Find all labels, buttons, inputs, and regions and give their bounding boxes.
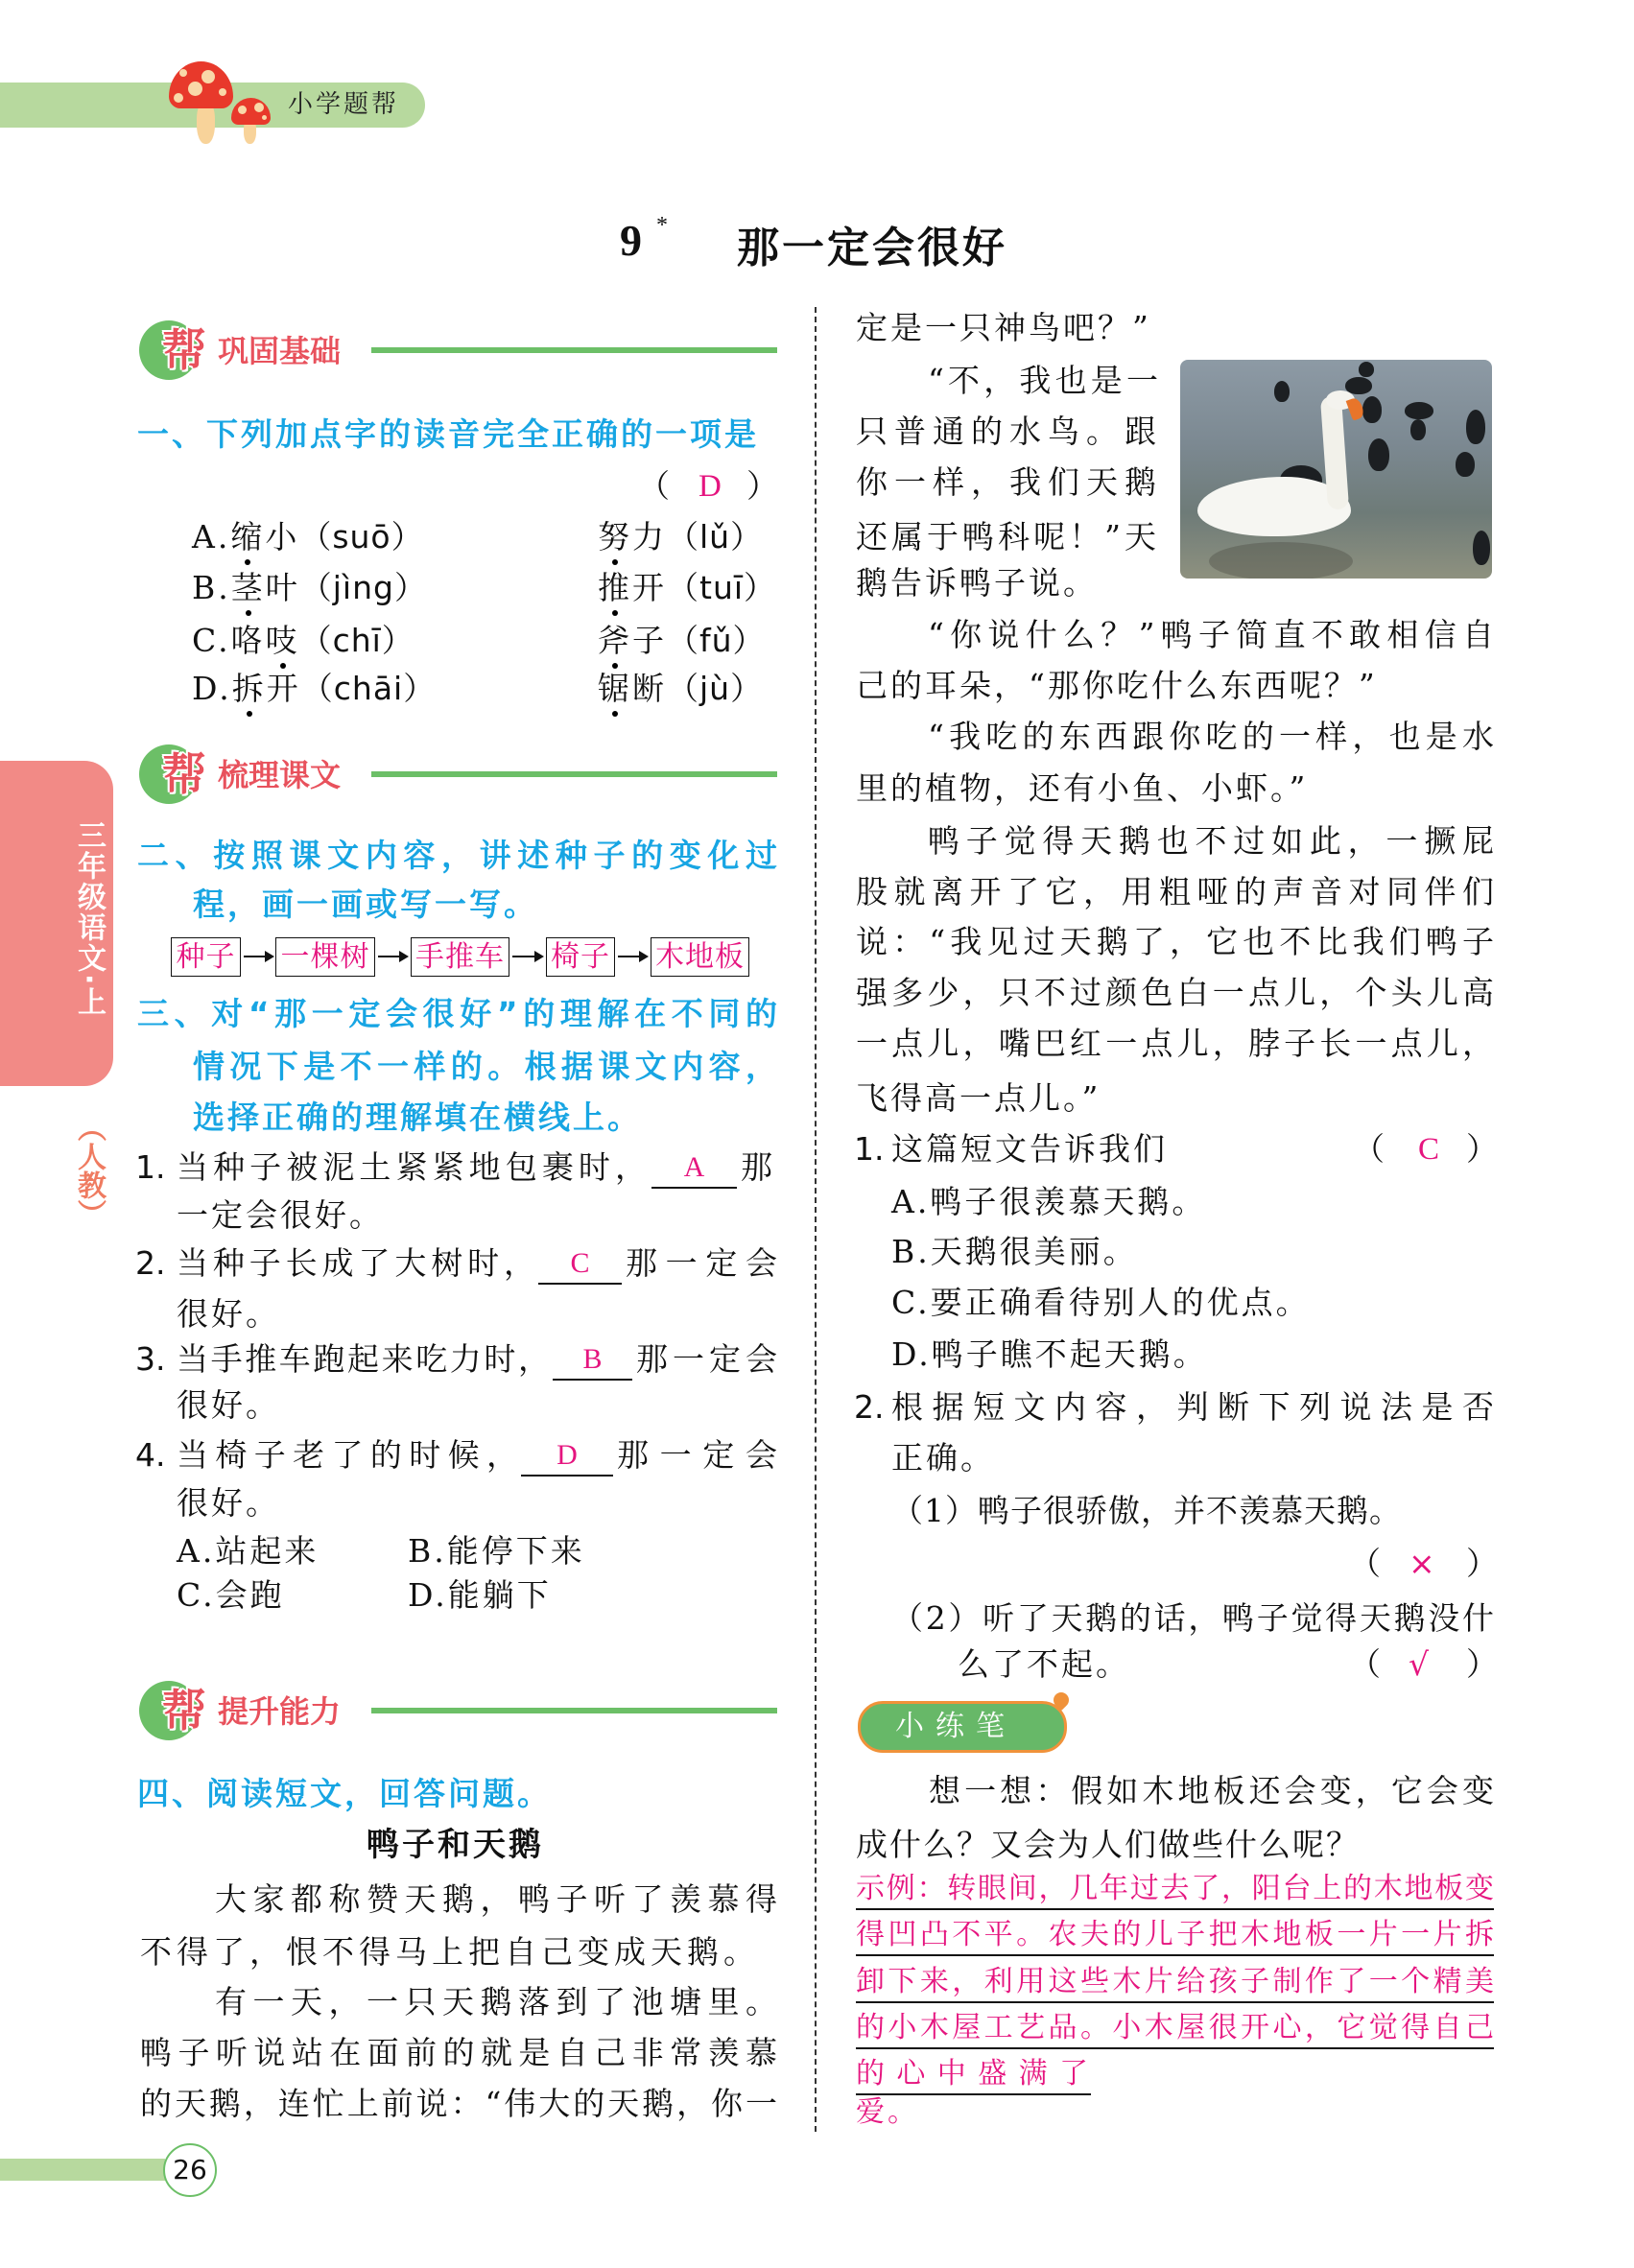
- section-rule: [371, 1708, 777, 1713]
- passage-line: 里的植物，还有小鱼、小虾。”: [856, 769, 1309, 807]
- option-label: C.: [891, 1284, 931, 1321]
- practice-badge: 小练笔: [858, 1701, 1067, 1753]
- dotted-char: 斧: [598, 622, 632, 659]
- arrow-right-icon: [618, 956, 647, 957]
- passage-line: 只普通的水鸟。跟: [856, 413, 1156, 450]
- passage-line: “不，我也是一: [928, 362, 1158, 399]
- pinyin: （fǔ）: [667, 622, 766, 659]
- section-label: 巩固基础: [218, 333, 342, 369]
- q1-paren-open: （: [638, 467, 673, 505]
- q2-prompt-line-1: 二、按照课文内容，讲述种子的变化过: [137, 837, 777, 874]
- arrow-right-icon: [244, 956, 272, 957]
- choice-text: 站起来: [215, 1532, 320, 1570]
- section-badge: 帮: [162, 324, 206, 376]
- q3-item-4-cont: 很好。: [177, 1484, 280, 1522]
- section-header-improve: [137, 1681, 777, 1740]
- passage-line: “我吃的东西跟你吃的一样，也是水: [928, 718, 1494, 755]
- rq2-s1-paren-close: ）: [1466, 1545, 1501, 1582]
- pinyin: （jìng）: [299, 569, 427, 606]
- q3-item-4-number: 4.: [135, 1436, 166, 1474]
- passage-line: 还属于鸭科呢！”天: [856, 518, 1156, 555]
- practice-prompt-line-1: 想一想：假如木地板还会变，它会变: [929, 1772, 1494, 1809]
- choice-label: C.: [177, 1576, 216, 1614]
- option-text: 鸭子很羡慕天鹅。: [930, 1183, 1207, 1220]
- q3-choice-d: [408, 1574, 552, 1617]
- q1-option-a-right: [598, 516, 763, 558]
- q3-item-2-number: 2.: [135, 1244, 166, 1282]
- pinyin: （jù）: [667, 670, 764, 707]
- q3-prompt-line-1: 三、对“那一定会很好”的理解在不同的: [137, 995, 777, 1032]
- section-rule: [371, 771, 777, 777]
- passage-line: 有一天，一只天鹅落到了池塘里。: [215, 1983, 777, 2020]
- q3-item-2-after: 那一定会: [626, 1244, 777, 1282]
- rq1-answer: C: [1418, 1132, 1443, 1167]
- choice-text: 会跑: [215, 1576, 285, 1614]
- rq2-text-line-2: 正确。: [891, 1439, 995, 1477]
- q1-option-c: [192, 620, 414, 662]
- arrow-right-icon: [378, 956, 407, 957]
- q3-item-3-cont: 很好。: [177, 1386, 280, 1424]
- q3-item-1-text: 当种子被泥土紧紧地包裹时，: [177, 1148, 647, 1186]
- passage-line: 一点儿，嘴巴红一点儿，脖子长一点儿，: [856, 1025, 1494, 1062]
- choice-text: 能躺下: [447, 1576, 552, 1614]
- q3-item-4-blank: D: [521, 1434, 613, 1477]
- option-text: 要正确看待别人的优点。: [930, 1284, 1311, 1321]
- choice-label: D.: [408, 1576, 448, 1614]
- q3-item-1-cont: 一定会很好。: [177, 1196, 384, 1234]
- option-label: A.: [192, 518, 231, 555]
- practice-answer-line: 的小木屋工艺品。小木屋很开心，它觉得自己: [856, 2009, 1494, 2049]
- flow-box-chair: 椅子: [546, 937, 615, 977]
- section-badge: 帮: [162, 1685, 206, 1736]
- section-header-organize: [137, 744, 777, 804]
- flow-box-floorboard: 木地板: [651, 937, 749, 977]
- passage-line: 强多少，只不过颜色白一点儿，个头儿高: [856, 974, 1494, 1011]
- q3-item-1-number: 1.: [135, 1148, 166, 1186]
- passage-line: 鸭子听说站在面前的就是自己非常羡慕: [140, 2034, 777, 2071]
- rq1-option-a: [891, 1181, 1206, 1223]
- rq2-statement-2-line-1: （2）听了天鹅的话，鸭子觉得天鹅没什: [891, 1599, 1494, 1637]
- rq2-s1-paren-open: （: [1349, 1545, 1384, 1582]
- q1-option-c-right: [598, 620, 766, 662]
- section-rule: [371, 347, 777, 353]
- dotted-char: 茎: [230, 569, 266, 606]
- q3-item-3-text: 当手推车跑起来吃力时，: [177, 1340, 550, 1378]
- passage-line: 不得了，恨不得马上把自己变成天鹅。: [140, 1933, 760, 1971]
- q2-prompt-line-2: 程，画一画或写一写。: [193, 886, 538, 923]
- q1-option-d: [192, 668, 436, 710]
- q1-option-b: [192, 567, 427, 609]
- rq1-option-d: [891, 1334, 1208, 1376]
- option-word-rest: 子: [632, 622, 667, 659]
- column-divider: [815, 307, 817, 2132]
- q3-item-1-blank: A: [651, 1146, 737, 1189]
- q3-item-1-after: 那: [741, 1148, 775, 1186]
- pinyin: （chāi）: [300, 670, 437, 707]
- q3-item-3-after: 那一定会: [636, 1340, 777, 1378]
- lesson-mark: *: [656, 213, 668, 238]
- q3-item-3-blank: B: [553, 1338, 632, 1381]
- option-label: B.: [192, 569, 231, 606]
- passage-line: “你说什么？”鸭子简直不敢相信自: [928, 616, 1494, 653]
- option-word-rest: 开: [632, 569, 667, 606]
- option-label: C.: [192, 622, 231, 659]
- grade-label: 三年级语文·上: [72, 820, 106, 1018]
- dotted-char: 缩: [230, 518, 266, 555]
- q1-answer: D: [699, 469, 724, 504]
- option-word-pre: 咯: [230, 622, 266, 659]
- q1-option-b-right: [598, 567, 776, 609]
- edition-label: （人教）: [72, 1113, 106, 1228]
- section-header-consolidate: [137, 320, 777, 380]
- rq1-paren-close: ）: [1466, 1130, 1501, 1168]
- passage-line: 的天鹅，连忙上前说：“伟大的天鹅，你一: [140, 2085, 777, 2122]
- passage-title: 鸭子和天鹅: [367, 1826, 544, 1864]
- practice-prompt-line-2: 成什么？又会为人们做些什么呢？: [856, 1826, 1360, 1863]
- q3-choice-c: [177, 1574, 285, 1617]
- option-word-rest: 断: [632, 670, 667, 707]
- option-word-rest: 小: [265, 518, 300, 555]
- q3-choice-a: [177, 1530, 319, 1572]
- dotted-char: 拆: [231, 670, 267, 707]
- option-word-rest: 叶: [265, 569, 300, 606]
- passage-line: 己的耳朵，“那你吃什么东西呢？”: [856, 667, 1378, 704]
- dotted-char: 吱: [265, 622, 300, 659]
- swan-photo: [1180, 360, 1492, 579]
- passage-line: 你一样，我们天鹅: [856, 463, 1156, 501]
- dotted-char: 推: [598, 569, 632, 606]
- choice-text: 能停下来: [446, 1532, 585, 1570]
- passage-line: 说：“我见过天鹅了，它也不比我们鸭子: [856, 923, 1494, 960]
- practice-answer-line: 的心中盛满了爱。: [856, 2057, 1091, 2129]
- rq2-number: 2.: [854, 1388, 885, 1426]
- lesson-number: 9: [620, 216, 642, 265]
- q1-paren-close: ）: [746, 467, 781, 505]
- q3-choice-b: [408, 1530, 585, 1572]
- option-label: A.: [891, 1183, 931, 1220]
- q3-item-3-number: 3.: [135, 1340, 166, 1378]
- passage-line: 股就离开了它，用粗哑的声音对同伴们: [856, 873, 1494, 910]
- choice-label: B.: [408, 1532, 447, 1570]
- option-text: 天鹅很美丽。: [930, 1233, 1138, 1270]
- pinyin: （tuī）: [667, 569, 777, 606]
- option-word-rest: 开: [266, 670, 301, 707]
- pinyin: （suō）: [299, 518, 424, 555]
- flow-box-seed: 种子: [171, 937, 241, 977]
- rq2-text-line-1: 根据短文内容，判断下列说法是否: [891, 1388, 1494, 1426]
- flow-box-wheelbarrow: 手推车: [411, 937, 509, 977]
- rq1-option-c: [891, 1282, 1311, 1324]
- practice-answer-line: 得凹凸不平。农夫的儿子把木地板一片一片拆: [856, 1916, 1494, 1956]
- check-mark-icon: √: [1409, 1645, 1433, 1683]
- pinyin: （lǔ）: [667, 518, 764, 555]
- dotted-char: 锯: [598, 670, 632, 707]
- practice-answer-line: 示例：转眼间，几年过去了，阳台上的木地板变: [856, 1870, 1494, 1910]
- q3-item-2-blank: C: [538, 1242, 622, 1285]
- cross-mark-icon: ×: [1409, 1545, 1438, 1582]
- brand-name: 小学题帮: [288, 90, 400, 119]
- passage-line: 鹅告诉鸭子说。: [856, 564, 1098, 602]
- arrow-right-icon: [512, 956, 542, 957]
- footer-bar: [0, 2159, 165, 2181]
- option-label: B.: [891, 1233, 931, 1270]
- section-badge: 帮: [162, 748, 206, 800]
- q3-item-4-text: 当椅子老了的时候，: [177, 1436, 518, 1474]
- q1-option-a: [192, 516, 424, 558]
- practice-answer-line: 卸下来，利用这些木片给孩子制作了一个精美: [856, 1963, 1494, 2003]
- rq2-s2-paren-open: （: [1349, 1645, 1384, 1683]
- dotted-char: 努: [598, 518, 632, 555]
- rq2-statement-1: （1）鸭子很骄傲，并不羡慕天鹅。: [891, 1492, 1402, 1529]
- q3-item-4-after: 那一定会: [617, 1436, 777, 1474]
- q3-item-2-cont: 很好。: [177, 1295, 280, 1333]
- rq1-option-b: [891, 1231, 1138, 1273]
- option-text: 鸭子瞧不起天鹅。: [931, 1335, 1208, 1373]
- q3-prompt-line-3: 选择正确的理解填在横线上。: [193, 1099, 642, 1136]
- option-word-rest: 力: [632, 518, 667, 555]
- rq1-number: 1.: [854, 1130, 885, 1168]
- passage-line: 大家都称赞天鹅，鸭子听了羡慕得: [215, 1880, 777, 1918]
- passage-line: 飞得高一点儿。”: [856, 1079, 1101, 1117]
- option-label: D.: [192, 670, 232, 707]
- q1-prompt: 一、下列加点字的读音完全正确的一项是: [137, 415, 759, 453]
- lesson-title: 那一定会很好: [737, 224, 1007, 272]
- option-label: D.: [891, 1335, 932, 1373]
- page-number: 26: [163, 2143, 217, 2197]
- q4-prompt: 四、阅读短文，回答问题。: [137, 1775, 552, 1812]
- rq1-text: 这篇短文告诉我们: [891, 1130, 1168, 1168]
- q3-item-2-text: 当种子长成了大树时，: [177, 1244, 535, 1282]
- section-label: 提升能力: [218, 1693, 342, 1730]
- choice-label: A.: [177, 1532, 216, 1570]
- pinyin: （chī）: [299, 622, 414, 659]
- passage-line: 定是一只神鸟吧？”: [856, 309, 1151, 346]
- rq2-statement-2-line-2: 么了不起。: [958, 1645, 1130, 1683]
- passage-line: 鸭子觉得天鹅也不过如此，一撅屁: [928, 822, 1494, 860]
- flow-box-tree: 一棵树: [275, 937, 375, 977]
- rq2-s2-paren-close: ）: [1466, 1645, 1501, 1683]
- section-label: 梳理课文: [218, 757, 342, 793]
- rq1-paren-open: （: [1353, 1130, 1387, 1168]
- q1-option-d-right: [598, 668, 763, 710]
- q3-prompt-line-2: 情况下是不一样的。根据课文内容，: [193, 1048, 777, 1085]
